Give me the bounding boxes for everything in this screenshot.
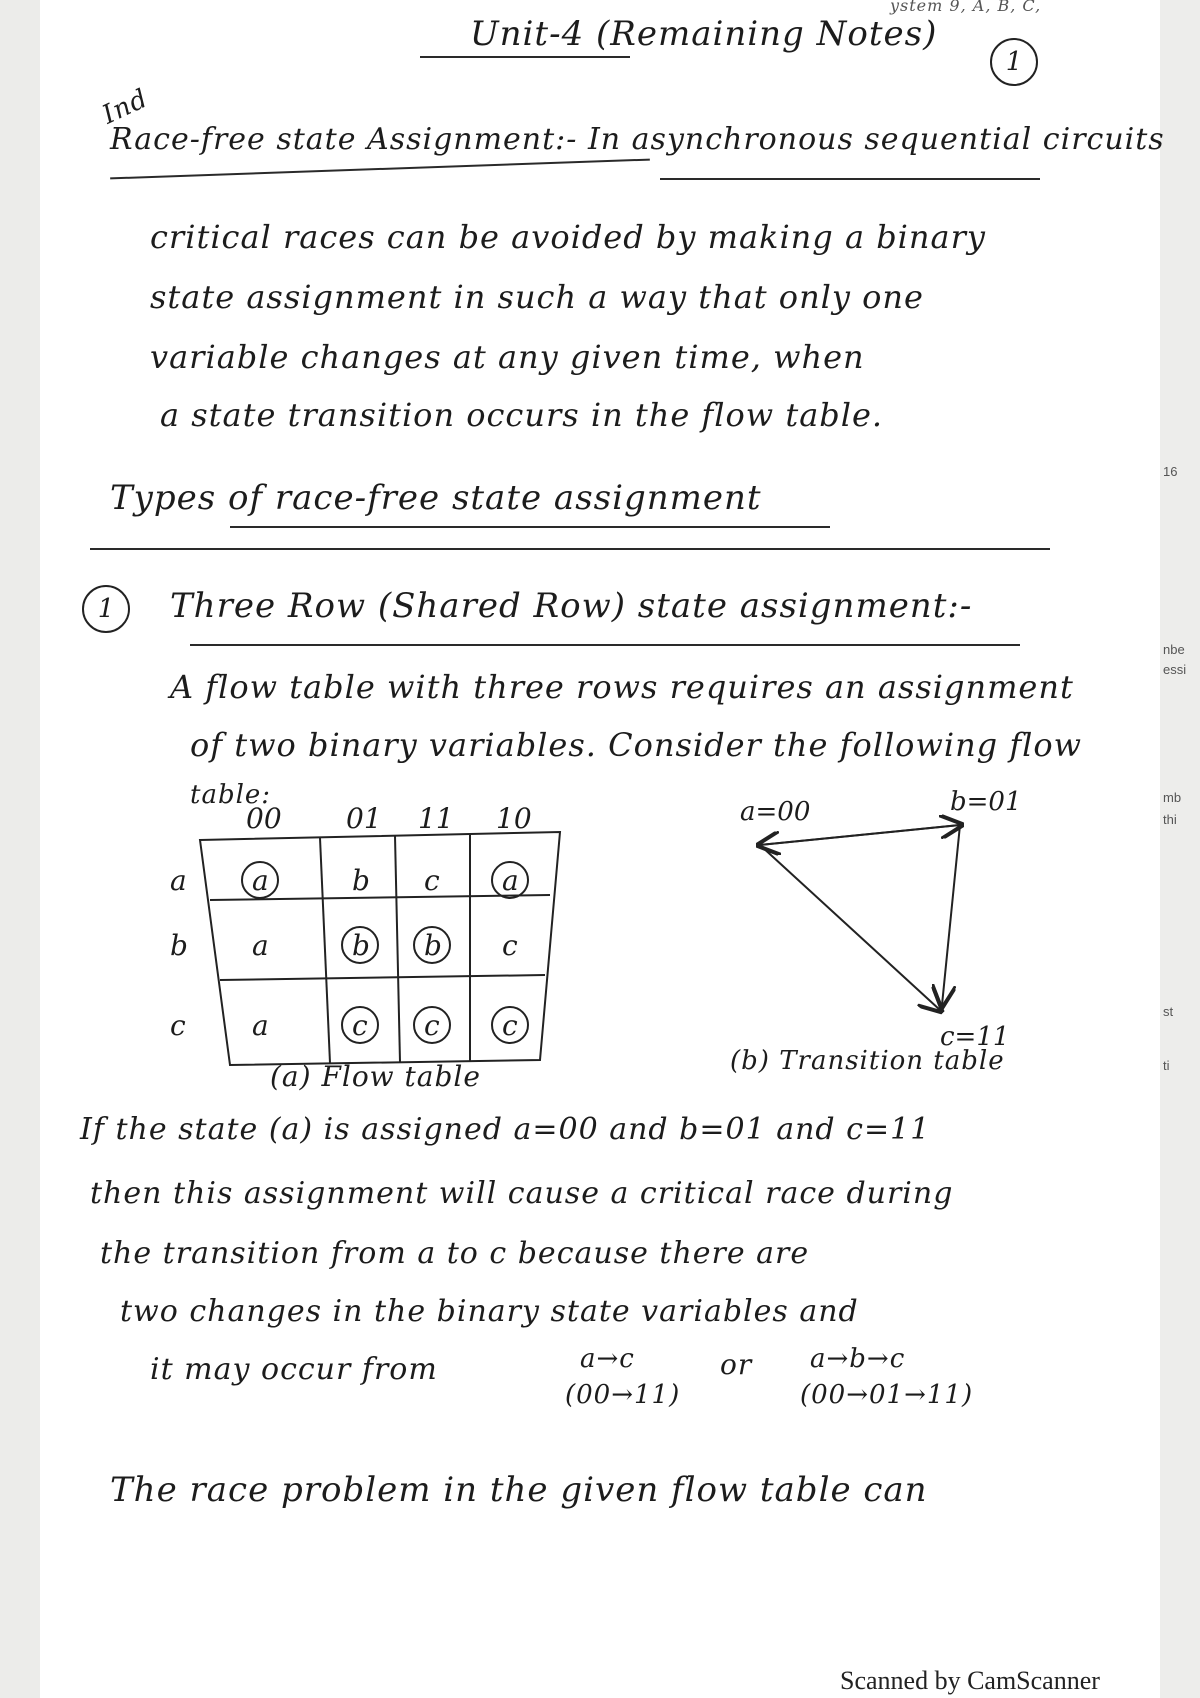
row-label-c: c [170, 1009, 186, 1042]
column-header-11: 11 [418, 802, 454, 835]
node-a-label: a=00 [740, 797, 811, 827]
title-underline [420, 56, 630, 58]
row-label-a: a [170, 864, 187, 897]
notebook-page [40, 0, 1165, 1698]
intro-line-3: variable changes at any given time, when [150, 338, 865, 376]
scanner-watermark: Scanned by CamScanner [840, 1666, 1100, 1695]
edge-a-to-c [760, 845, 940, 1010]
section-title: Three Row (Shared Row) state assignment:- [170, 586, 973, 626]
edge-b-to-a [760, 825, 960, 845]
last-line: The race problem in the given flow table can [110, 1470, 928, 1510]
margin-fragment-3: essi [1163, 662, 1187, 677]
para2-line-3: the transition from a to c because there are [100, 1236, 810, 1271]
intro-line-2: state assignment in such a way that only one [150, 278, 924, 316]
row-label-b: b [170, 929, 188, 962]
para2-line-1: If the state (a) is assigned a=00 and b=01 and c=11 [80, 1112, 931, 1147]
transition-caption: (b) Transition table [730, 1046, 1005, 1076]
heading-underline-2 [660, 178, 1040, 180]
page-number: 1 [990, 38, 1038, 86]
cell-c-11: c [424, 1009, 440, 1042]
margin-fragment-1: 16 [1163, 464, 1178, 479]
margin-fragment-7: ti [1163, 1058, 1170, 1073]
flow-table-caption: (a) Flow table [270, 1060, 481, 1093]
column-header-00: 00 [246, 802, 282, 835]
section-line-3: table: [190, 780, 272, 810]
cell-c-10: c [502, 1009, 518, 1042]
cell-a-00: a [252, 864, 269, 897]
cell-a-01: b [352, 864, 370, 897]
edge-b-to-c [942, 825, 960, 1005]
col-divider-1 [320, 838, 330, 1063]
section-number: 1 [82, 585, 130, 633]
section-divider [90, 548, 1050, 550]
cell-c-00: a [252, 1009, 269, 1042]
margin-fragment-6: st [1163, 1004, 1174, 1019]
cell-a-10: a [502, 864, 519, 897]
scan-left-edge [0, 0, 40, 1698]
cell-b-01: b [352, 929, 370, 962]
path-or: or [720, 1348, 753, 1381]
para2-line-5: it may occur from [150, 1352, 438, 1387]
intro-line-1: critical races can be avoided by making a binary [150, 218, 986, 256]
column-header-01: 01 [346, 802, 382, 835]
path-2-codes: (00→01→11) [800, 1380, 974, 1410]
intro-line-4: a state transition occurs in the flow table. [160, 396, 884, 434]
path-2: a→b→c [810, 1344, 906, 1374]
section-line-1: A flow table with three rows requires an assignment [170, 668, 1074, 706]
section-title-underline [190, 644, 1020, 646]
margin-fragment-5: thi [1163, 812, 1177, 827]
margin-fragment-4: mb [1163, 790, 1182, 805]
cell-a-11: c [424, 864, 440, 897]
heading-underline [110, 159, 650, 180]
cell-b-10: c [502, 929, 518, 962]
cell-c-01: c [352, 1009, 368, 1042]
node-b-label: b=01 [950, 787, 1022, 817]
path-1-codes: (00→11) [565, 1380, 681, 1410]
margin-fragment-2: nbe [1163, 642, 1185, 657]
row-divider-2 [220, 975, 545, 980]
node-c-label: c=11 [940, 1022, 1010, 1052]
para2-line-2: then this assignment will cause a critical race during [90, 1176, 954, 1211]
types-heading: Types of race-free state assignment [110, 478, 762, 518]
cell-b-11: b [424, 929, 442, 962]
margin-mark: Ind [97, 83, 153, 131]
col-divider-2 [395, 836, 400, 1062]
page-title: Unit-4 (Remaining Notes) [470, 14, 938, 54]
para2-line-4: two changes in the binary state variables and [120, 1294, 859, 1329]
types-underline [230, 526, 830, 528]
cell-b-00: a [252, 929, 269, 962]
section-heading: Race-free state Assignment:- In asynchronous sequential circuits [110, 122, 1165, 157]
section-line-2: of two binary variables. Consider the following flow [190, 726, 1083, 764]
corner-fragment: ystem 9, A, B, C, [890, 0, 1042, 15]
scan-right-edge [1160, 0, 1200, 1698]
path-1: a→c [580, 1344, 635, 1374]
column-header-10: 10 [496, 802, 532, 835]
transition-diagram [730, 787, 1030, 1052]
